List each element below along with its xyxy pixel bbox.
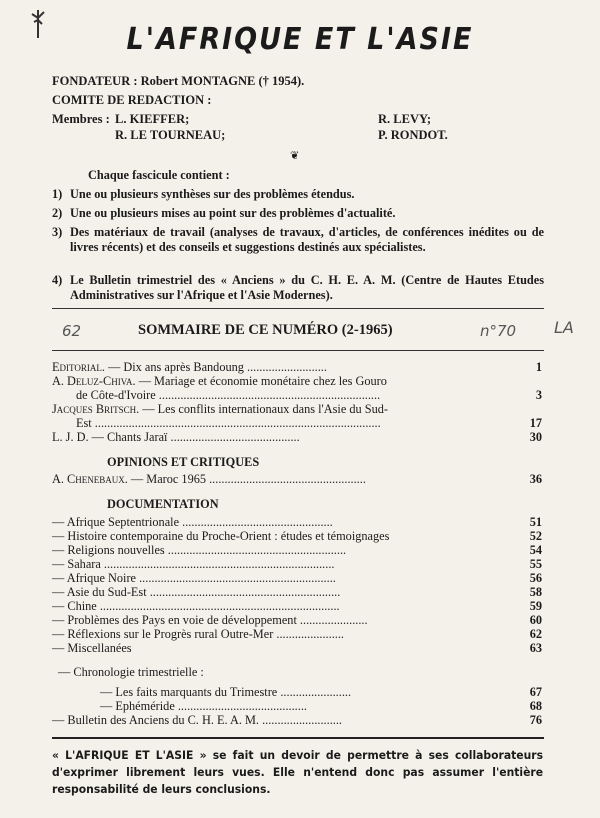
top-divider <box>52 308 544 309</box>
toc-page: 51 <box>529 515 542 529</box>
toc-page: 54 <box>529 543 542 557</box>
toc-author: A. Deluz-Chiva. <box>52 374 136 388</box>
handwritten-note-mid: n°70 <box>480 322 517 340</box>
toc-page: 58 <box>529 585 542 599</box>
toc-title: — Sahara <box>52 557 101 571</box>
toc-title-continued: de Côte-d'Ivoire <box>76 388 156 402</box>
member-levy: R. LEVY; <box>378 112 432 126</box>
bottom-divider <box>52 737 544 739</box>
comite-heading: COMITE DE REDACTION : <box>52 93 212 107</box>
toc-title: — Asie du Sud-Est <box>52 585 147 599</box>
toc-title: — Chronologie trimestrielle : <box>58 665 204 679</box>
toc-author: L. J. D. <box>52 430 89 444</box>
toc-page: 55 <box>529 557 542 571</box>
toc-title: — Chine <box>52 599 97 613</box>
toc-page: 52 <box>529 529 542 543</box>
toc-title: — Chants Jaraï <box>91 430 168 444</box>
toc-title: — Religions nouvelles <box>52 543 165 557</box>
toc-page: 68 <box>529 699 542 713</box>
toc-title: — Réflexions sur le Progrès rural Outre-Mer <box>52 627 274 641</box>
toc-page: 60 <box>529 613 542 627</box>
contents-item-number: 1) <box>52 187 63 201</box>
contents-item-text: Le Bulletin trimestriel des « Anciens » du C. H. E. A. M. (Centre de Hautes Etudes Administratives sur l'Afrique et l'Asie Modernes). <box>70 273 544 302</box>
toc-title: — Miscellanées <box>52 641 132 655</box>
contents-item-text: Une ou plusieurs mises au point sur des problèmes d'actualité. <box>70 206 396 220</box>
fondateur-line: FONDATEUR : Robert MONTAGNE († 1954). <box>52 74 305 88</box>
handwritten-note-left: 62 <box>62 322 82 340</box>
toc-title: — Bulletin des Anciens du C. H. E. A. M. <box>52 713 259 727</box>
toc-page: 67 <box>529 685 542 699</box>
toc-title: — Histoire contemporaine du Proche-Orient : études et témoignages <box>52 529 390 543</box>
toc-title: — Afrique Noire <box>52 571 137 585</box>
toc-page: 76 <box>529 713 542 727</box>
member-rondot: P. RONDOT. <box>378 128 448 142</box>
contents-item-number: 3) <box>52 225 63 239</box>
toc-author: A. Chenebaux. <box>52 472 128 486</box>
member-le-tourneau: R. LE TOURNEAU; <box>115 128 226 142</box>
fleuron-icon: ❦ <box>290 150 300 162</box>
toc-title: — Dix ans après Bandoung <box>108 360 244 374</box>
toc-page: 56 <box>529 571 542 585</box>
opinions-heading: OPINIONS ET CRITIQUES <box>107 455 260 469</box>
toc-page: 62 <box>529 627 542 641</box>
member-kieffer: L. KIEFFER; <box>115 112 190 126</box>
footer-disclaimer: « L'AFRIQUE ET L'ASIE » se fait un devoir de permettre à ses collaborateurs d'exprimer librement leurs vues. Elle n'entend donc pas assumer l'entière responsabilité de leurs conclusions. <box>52 748 544 796</box>
contents-item-2 <box>52 206 544 221</box>
toc-page: 17 <box>529 416 542 430</box>
documentation-heading: DOCUMENTATION <box>107 497 219 511</box>
toc-page: 36 <box>529 472 542 486</box>
sommaire-divider <box>52 350 544 351</box>
toc-title: — Les conflits internationaux dans l'Asie du Sud- <box>142 402 388 416</box>
toc-title: — Maroc 1965 <box>130 472 207 486</box>
contents-intro: Chaque fascicule contient : <box>88 168 230 182</box>
contents-item-1 <box>52 187 544 202</box>
toc-author: Editorial. <box>52 360 105 374</box>
toc-title: — Mariage et économie monétaire chez les Gouro <box>138 374 387 388</box>
toc-title: — Afrique Septentrionale <box>52 515 180 529</box>
contents-item-text: Des matériaux de travail (analyses de travaux, d'articles, de conférences inédites ou de livres récents) et des conseils et suggestions destinés aux spécialistes. <box>70 225 544 254</box>
toc-page: 1 <box>535 360 542 374</box>
toc-author: Jacques Britsch. <box>52 402 140 416</box>
toc-page: 59 <box>529 599 542 613</box>
membres-label: Membres : <box>52 112 110 126</box>
contents-item-4 <box>52 273 544 303</box>
journal-title: L'AFRIQUE ET L'ASIE <box>126 22 474 57</box>
toc-page: 63 <box>529 641 542 655</box>
toc-title: — Problèmes des Pays en voie de développement <box>52 613 297 627</box>
sommaire-title: SOMMAIRE DE CE NUMÉRO (2-1965) <box>138 322 393 338</box>
toc-title: — Ephéméride <box>100 699 175 713</box>
handwritten-note-right: LA <box>554 318 574 337</box>
toc-title: — Les faits marquants du Trimestre <box>100 685 278 699</box>
contents-item-number: 2) <box>52 206 63 220</box>
contents-item-3 <box>52 225 544 255</box>
contents-item-number: 4) <box>52 273 63 287</box>
contents-item-text: Une ou plusieurs synthèses sur des problèmes étendus. <box>70 187 355 201</box>
toc-page: 30 <box>529 430 542 444</box>
toc-page: 3 <box>535 388 542 402</box>
toc-title-continued: Est <box>76 416 92 430</box>
